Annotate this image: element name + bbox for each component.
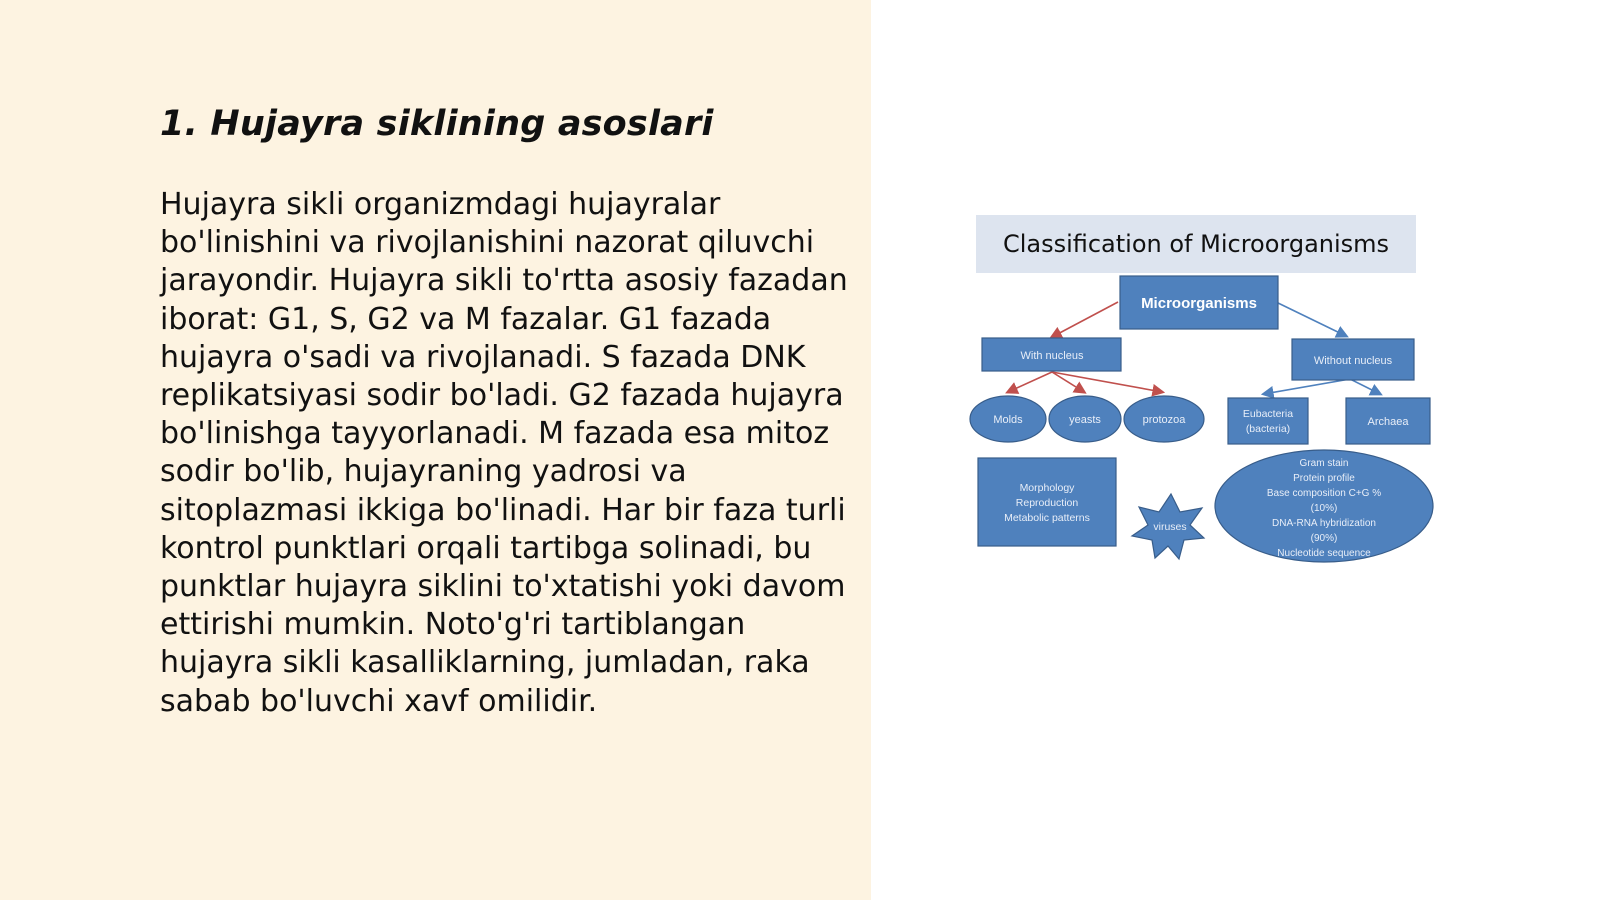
node-viruses-label: viruses — [1153, 521, 1187, 533]
node-microorganisms-label: Microorganisms — [1141, 295, 1257, 312]
node-eubacteria — [1228, 398, 1308, 444]
node-characteristics-label-3: Metabolic patterns — [1004, 512, 1090, 524]
node-eubacteria-label-2: (bacteria) — [1245, 423, 1291, 435]
slide-title: 1. Hujayra siklining asoslari — [160, 104, 714, 144]
arrow-root-to-without-nucleus — [1276, 302, 1346, 336]
arrow-to-eubacteria — [1264, 379, 1350, 394]
node-characteristics-label-1: Morphology — [1019, 482, 1075, 494]
node-methods-label-1: Gram stain — [1299, 458, 1349, 469]
node-methods-label-2: Protein profile — [1293, 473, 1355, 484]
node-eubacteria-label-1: Eubacteria — [1242, 408, 1294, 420]
node-protozoa-label: protozoa — [1142, 414, 1186, 426]
diagram-svg — [966, 212, 1436, 572]
node-archaea-label: Archaea — [1367, 416, 1409, 428]
arrow-root-to-with-nucleus — [1052, 302, 1118, 337]
node-characteristics-label-2: Reproduction — [1015, 497, 1079, 509]
node-yeasts-label: yeasts — [1069, 414, 1101, 426]
diagram-title: Classification of Microorganisms — [1002, 230, 1390, 258]
node-molds-label: Molds — [993, 414, 1023, 426]
node-methods-label-7: Nucleotide sequence — [1277, 548, 1371, 559]
node-with-nucleus-label: With nucleus — [1020, 350, 1084, 362]
node-without-nucleus-label: Without nucleus — [1313, 355, 1393, 367]
classification-diagram — [966, 212, 1436, 572]
node-methods-label-5: DNA-RNA hybridization — [1272, 518, 1376, 529]
arrow-to-archaea — [1350, 379, 1380, 394]
node-methods-label-6: (90%) — [1310, 533, 1338, 544]
slide-body-text: Hujayra sikli organizmdagi hujayralar bo'linishini va rivojlanishini nazorat qiluvchi jarayondir. Hujayra sikli to'rtta asosiy fazadan iborat: G1, S, G2 va M fazalar. G1 fazada hujayra o'sadi va rivojlanadi. S fazada DNK replikatsiyasi sodir bo'ladi. G2 fazada hujayra bo'linishga tayyorlanadi. M fazada esa mitoz sodir bo'lib, hujayraning yadrosi va sitoplazmasi ikkiga bo'linadi. Har bir faza turli kontrol punktlari orqali tartibga solinadi, bu punktlar hujayra siklini to'xtatishi yoki davom ettirishi mumkin. Noto'g'ri tartiblangan hujayra sikli kasalliklarning, jumladan, raka sabab bo'luvchi xavf omilidir. — [160, 187, 848, 719]
arrow-to-molds — [1008, 372, 1052, 392]
node-methods-label-3: Base composition C+G % — [1266, 488, 1382, 499]
node-methods-label-4: (10%) — [1310, 503, 1338, 514]
